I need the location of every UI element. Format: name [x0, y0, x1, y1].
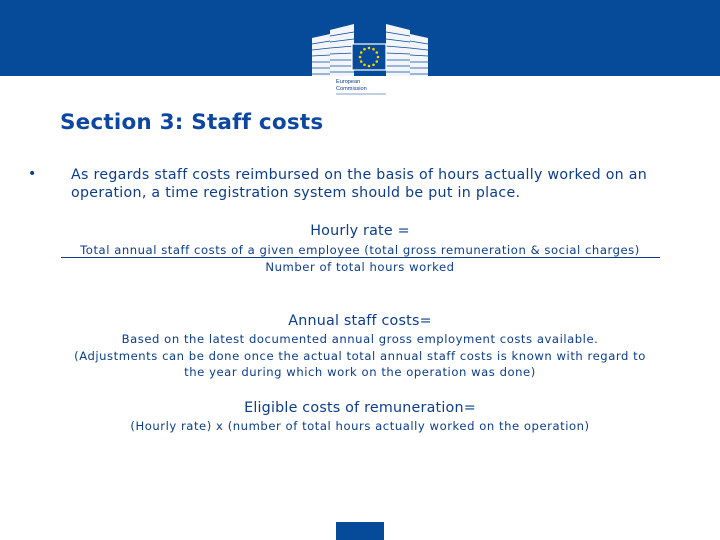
footer-block	[336, 522, 384, 540]
annual-costs-label: Annual staff costs=	[288, 313, 432, 329]
fraction-line	[61, 257, 660, 258]
annual-costs-line2: (Adjustments can be done once the actual total annual staff costs is known with regard to	[74, 349, 646, 363]
hourly-rate-denominator: Number of total hours worked	[265, 260, 455, 274]
logo-text-line1: European	[336, 79, 361, 85]
annual-costs-line1: Based on the latest documented annual gross employment costs available.	[121, 332, 599, 346]
bullet-text: As regards staff costs reimbursed on the basis of hours actually worked on an operation, a time registration system should be put in place.	[71, 167, 648, 201]
slide-title: Section 3: Staff costs	[60, 110, 324, 135]
hourly-rate-label: Hourly rate =	[310, 223, 410, 239]
bullet-dot-icon: •	[28, 166, 37, 182]
eligible-costs-label: Eligible costs of remuneration=	[244, 400, 476, 416]
logo-text-line2: Commission	[336, 86, 367, 92]
annual-costs-line3: the year during which work on the operation was done)	[184, 365, 536, 379]
hourly-rate-numerator: Total annual staff costs of a given employee (total gross remuneration & social charges)	[80, 243, 640, 257]
eligible-costs-formula: (Hourly rate) x (number of total hours actually worked on the operation)	[130, 419, 590, 433]
european-commission-logo	[308, 18, 432, 100]
